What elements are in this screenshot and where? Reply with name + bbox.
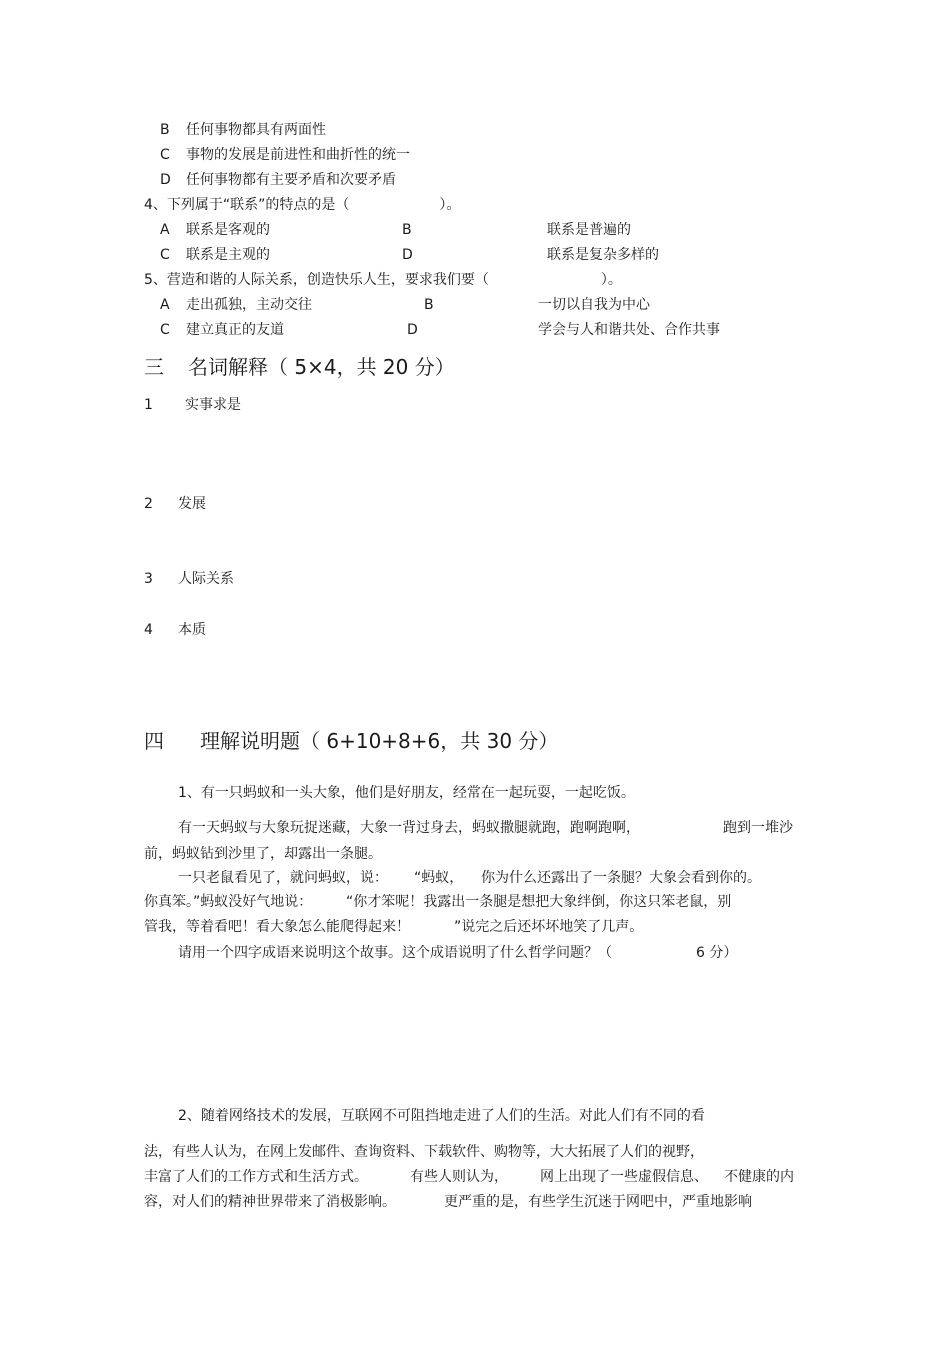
q1-line: 有一天蚂蚁与大象玩捉迷藏，大象一背过身去，蚂蚁撒腿就跑，跑啊跑啊， (178, 820, 640, 836)
q2-line: 不健康的内 (724, 1169, 794, 1185)
option-letter: B (160, 122, 170, 138)
option-text: 走出孤独，主动交往 (186, 297, 312, 313)
q1-line: ”说完之后还坏坏地笑了几声。 (454, 919, 644, 935)
option-letter: A (160, 297, 170, 313)
section-title: 名词解释（ 5×4，共 20 分） (188, 355, 455, 379)
option-letter: C (160, 147, 170, 163)
q2-line: 有些人则认为， (410, 1169, 508, 1185)
q5-option-d-text: 学会与人和谐共处、合作共事 (538, 322, 720, 338)
q1-line: 1、有一只蚂蚁和一头大象，他们是好朋友，经常在一起玩耍，一起吃饭。 (178, 785, 635, 801)
option-text: 任何事物都具有两面性 (186, 122, 326, 138)
option-text: 联系是主观的 (186, 247, 270, 263)
q2-line: 更严重的是，有些学生沉迷于网吧中，严重地影响 (444, 1194, 752, 1210)
option-letter: D (160, 172, 171, 188)
q4-option-d-text: 联系是复杂多样的 (547, 247, 659, 263)
q2-line: 法，有些人认为，在网上发邮件、查询资料、下载软件、购物等，大大拓展了人们的视野， (144, 1144, 704, 1160)
q4-option-c (160, 246, 270, 264)
question-4-stem (144, 196, 460, 214)
q1-line: 你真笨。”蚂蚁没好气地说： (144, 894, 313, 910)
q1-line: “你才笨呢！我露出一条腿是想把大象绊倒，你这只笨老鼠，别 (346, 894, 732, 910)
term-text: 实事求是 (185, 397, 241, 413)
option-letter: C (160, 247, 170, 263)
q1-line: 6 分） (696, 945, 738, 961)
question-stem-close: ）。 (439, 197, 461, 213)
q5-option-b-text: 一切以自我为中心 (538, 297, 650, 313)
q1-line: 前，蚂蚁钻到沙里了，却露出一条腿。 (144, 846, 382, 862)
term-1 (144, 396, 241, 414)
q5-option-c (160, 321, 284, 339)
q4-option-b-text: 联系是普遍的 (547, 222, 631, 238)
q1-line: 跑到一堆沙 (723, 820, 793, 836)
section-3-heading (144, 354, 455, 380)
option-text: 事物的发展是前进性和曲折性的统一 (186, 147, 410, 163)
q1-line: “蚂蚁， (414, 870, 464, 886)
q1-line: 请用一个四字成语来说明这个故事。这个成语说明了什么哲学问题？（ (178, 945, 612, 961)
q5-option-b-letter: B (424, 297, 434, 313)
section-number: 四 (144, 729, 164, 753)
option-letter: A (160, 222, 170, 238)
option-letter: C (160, 322, 170, 338)
section-4-heading (144, 728, 558, 754)
term-number: 4 (144, 622, 153, 638)
q2-line: 网上出现了一些虚假信息、 (540, 1169, 708, 1185)
option-d (160, 171, 396, 189)
option-text: 联系是客观的 (186, 222, 270, 238)
question-stem-text: 5、营造和谐的人际关系，创造快乐人生，要求我们要（ (144, 272, 489, 288)
q2-line: 丰富了人们的工作方式和生活方式。 (144, 1169, 368, 1185)
term-3 (144, 570, 234, 588)
q5-option-a (160, 296, 312, 314)
term-text: 发展 (178, 496, 206, 512)
q1-line: 管我，等着看吧！看大象怎么能爬得起来！ (144, 919, 410, 935)
option-text: 建立真正的友道 (186, 322, 284, 338)
term-text: 本质 (178, 622, 206, 638)
option-c (160, 146, 410, 164)
q1-line: 你为什么还露出了一条腿？大象会看到你的。 (481, 870, 761, 886)
term-number: 1 (144, 397, 153, 413)
question-stem-text: 4、下列属于“联系”的特点的是（ (144, 197, 350, 213)
q4-option-a (160, 221, 270, 239)
q2-line: 容，对人们的精神世界带来了消极影响。 (144, 1194, 396, 1210)
q4-option-d-letter: D (402, 247, 413, 263)
question-stem-close: ）。 (600, 272, 622, 288)
q1-line: 一只老鼠看见了，就问蚂蚁，说： (178, 870, 388, 886)
section-title: 理解说明题（ 6+10+8+6，共 30 分） (200, 729, 559, 753)
q4-option-b-letter: B (402, 222, 412, 238)
q2-line: 2、随着网络技术的发展，互联网不可阻挡地走进了人们的生活。对此人们有不同的看 (178, 1108, 705, 1124)
term-2 (144, 495, 206, 513)
section-number: 三 (144, 355, 164, 379)
term-4 (144, 621, 206, 639)
term-number: 2 (144, 496, 153, 512)
term-number: 3 (144, 571, 153, 587)
question-5-stem (144, 271, 622, 289)
option-b (160, 121, 326, 139)
option-text: 任何事物都有主要矛盾和次要矛盾 (186, 172, 396, 188)
q5-option-d-letter: D (407, 322, 418, 338)
term-text: 人际关系 (178, 571, 234, 587)
